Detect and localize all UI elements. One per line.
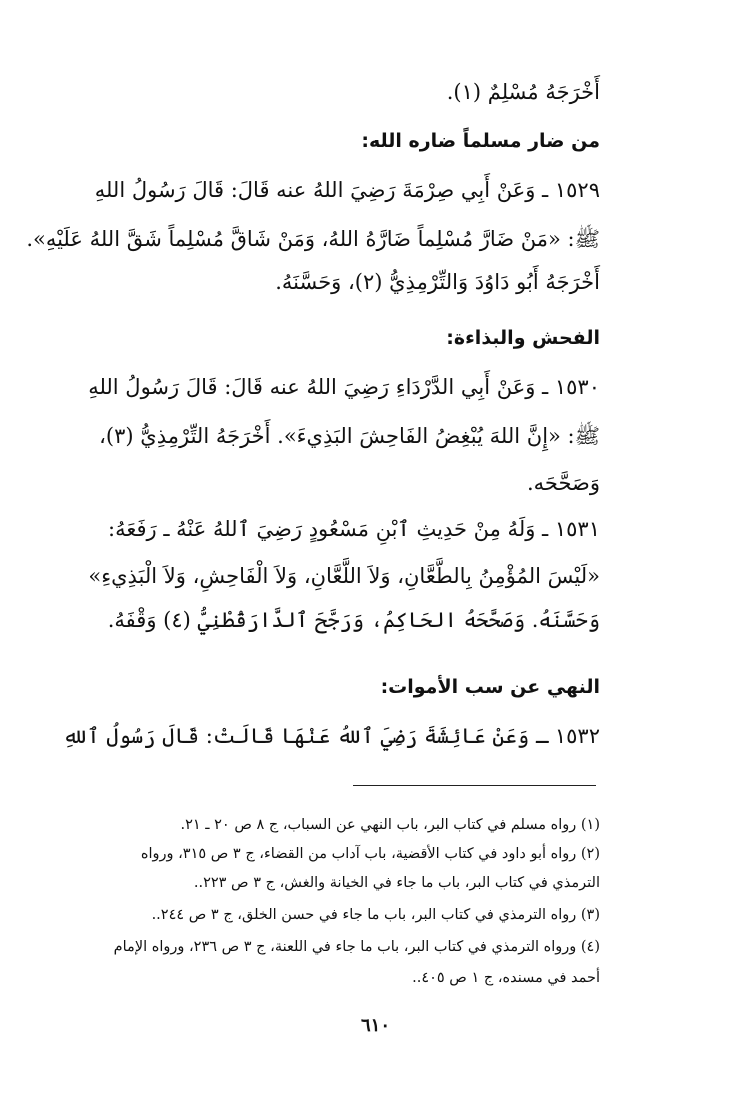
text-line: «لَيْسَ المُؤْمِنُ بِالطَّعَّانِ، وَلاَ اللَّعَّانِ، وَلاَ الْفَاحِشِ، وَلاَ الْبَذِيءِ» xyxy=(88,564,600,588)
text-line: ١٥٣٠ ـ وَعَنْ أَبِي الدَّرْدَاءِ رَضِيَ اللهُ عنه قَالَ: قَالَ رَسُولُ اللهِ xyxy=(88,375,600,399)
section-heading-text: النهي عن سب الأموات: xyxy=(380,676,600,698)
text-line: ١٥٣٢ ـ وَعَنْ عَائِشَةَ رَضِيَ ٱللهُ عَنْهَا قَالَتْ: قَالَ رَسُولُ ٱللهِ xyxy=(62,724,600,748)
text-line: ﷺ: «إِنَّ اللهَ يُبْغِضُ الفَاحِشَ البَذِيءَ». أَخْرَجَهُ التِّرْمِذِيُّ (٣)، xyxy=(99,424,600,448)
text-line: أَخْرَجَهُ أَبُو دَاوُدَ وَالتِّرْمِذِيُّ (٢)، وَحَسَّنَهُ. xyxy=(275,270,600,294)
text-line: وَحَسَّنَهُ. وَصَحَّحَهُ الحَاكِمُ، وَرَجَّحَ ٱلدَّارَقُطْنِيُّ (٤) وَقْفَهُ. xyxy=(107,608,600,632)
text-line: ١٥٢٩ ـ وَعَنْ أَبِي صِرْمَةَ رَضِيَ اللهُ عنه قَالَ: قَالَ رَسُولُ اللهِ xyxy=(94,178,600,202)
text-line: ﷺ: «مَنْ ضَارَّ مُسْلِماً ضَارَّهُ اللهُ، وَمَنْ شَاقَّ مُسْلِماً شَقَّ اللهُ عَلَيْهِ». xyxy=(26,227,600,251)
text-line: ١٥٣١ ـ وَلَهُ مِنْ حَدِيثِ ٱبْنِ مَسْعُودٍ رَضِيَ ٱللهُ عَنْهُ ـ رَفَعَهُ: xyxy=(108,517,600,541)
footnote-4-cont: أحمد في مسنده، ج ١ ص ٤٠٥.. xyxy=(412,970,600,986)
footnote-3: (٣) رواه الترمذي في كتاب البر، باب ما جاء في حسن الخلق، ج ٣ ص ٢٤٤.. xyxy=(151,907,600,923)
footnote-4: (٤) ورواه الترمذي في كتاب البر، باب ما جاء في اللعنة، ج ٣ ص ٢٣٦، ورواه الإمام xyxy=(113,939,600,955)
footnote-2-cont: الترمذي في كتاب البر، باب ما جاء في الخيانة والغش، ج ٣ ص ٢٢٣.. xyxy=(193,875,600,891)
section-heading-text: الفحش والبذاءة: xyxy=(446,327,600,349)
intro-line: أَخْرَجَهُ مُسْلِمٌ (١). xyxy=(446,80,600,104)
footnote-2: (٢) رواه أبو داود في كتاب الأقضية، باب آداب من القضاء، ج ٣ ص ٣١٥، ورواه xyxy=(140,846,600,862)
text-line: وَصَحَّحَه. xyxy=(526,471,600,495)
footnote-divider xyxy=(353,785,596,786)
footnote-1: (١) رواه مسلم في كتاب البر، باب النهي عن السباب، ج ٨ ص ٢٠ ـ ٢١. xyxy=(180,817,600,833)
page-number: ٦١٠ xyxy=(360,1015,390,1036)
section-heading-text: من ضار مسلماً ضاره الله: xyxy=(361,130,600,152)
